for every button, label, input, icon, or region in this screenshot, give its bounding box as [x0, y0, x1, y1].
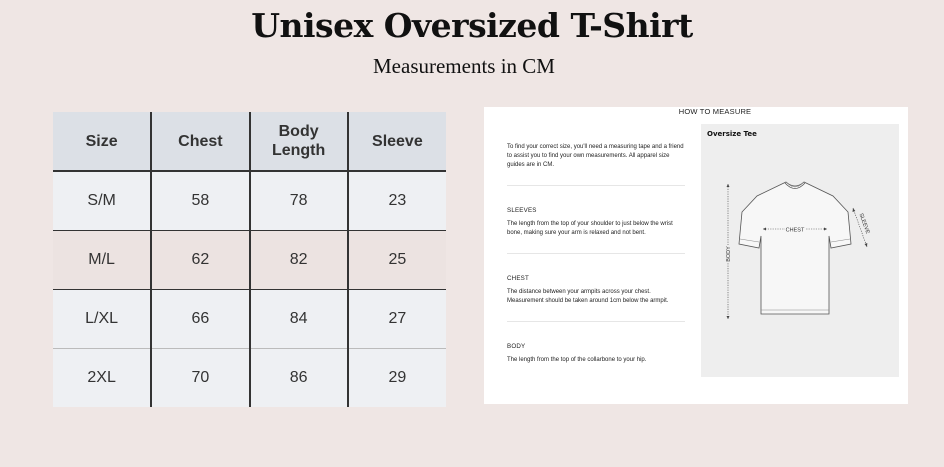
header-size: Size: [53, 112, 151, 171]
section-text-sleeves: The length from the top of your shoulder to just below the wrist bone, making sure your arm is relaxed and not bent.: [507, 221, 673, 236]
cell-sleeve: 27: [348, 290, 446, 349]
cell-size: S/M: [53, 171, 151, 231]
cell-body-length: 84: [250, 290, 348, 349]
page-subtitle: Measurements in CM: [373, 54, 555, 78]
cell-chest: 58: [151, 171, 249, 231]
tshirt-body-outline: [739, 182, 851, 314]
divider: [507, 185, 685, 186]
section-title-chest: CHEST: [507, 275, 529, 282]
body-label: BODY: [726, 246, 732, 262]
header-body-length-line2: Length: [271, 142, 326, 159]
header-chest: Chest: [151, 112, 249, 171]
chest-label: CHEST: [785, 227, 805, 234]
diagram-title: Oversize Tee: [707, 130, 757, 138]
table-row: [53, 349, 446, 408]
table-row: [53, 231, 446, 290]
section-text-chest: The distance between your armpits across your chest. Measurement should be taken around 1cm below the armpit.: [507, 289, 669, 304]
cell-body-length: 82: [250, 231, 348, 290]
measure-instructions: [507, 143, 685, 365]
header-body-length: [250, 112, 348, 171]
table-header-row: [53, 112, 446, 171]
cell-size: L/XL: [53, 290, 151, 349]
section-title-body: BODY: [507, 343, 526, 350]
cell-chest: 66: [151, 290, 249, 349]
divider: [507, 321, 685, 322]
section-text-body: The length from the top of the collarbone to your hip.: [507, 357, 647, 363]
cell-sleeve: 23: [348, 171, 446, 231]
section-title-sleeves: SLEEVES: [507, 207, 537, 214]
cell-body-length: 86: [250, 349, 348, 408]
tshirt-outline-icon: [701, 124, 899, 377]
header-sleeve: Sleeve: [348, 112, 446, 171]
header-body-length-line1: Body: [278, 123, 319, 140]
size-chart-table: [53, 112, 446, 407]
cell-size: 2XL: [53, 349, 151, 408]
how-to-measure-card: [484, 107, 908, 404]
cell-body-length: 78: [250, 171, 348, 231]
cell-chest: 62: [151, 231, 249, 290]
sleeve-label: SLEEVE: [857, 212, 871, 235]
page-title: Unisex Oversized T-Shirt: [251, 6, 693, 45]
cell-sleeve: 29: [348, 349, 446, 408]
table-row: [53, 290, 446, 349]
tshirt-diagram-panel: [701, 124, 899, 377]
table-row: [53, 171, 446, 231]
how-to-measure-heading: HOW TO MEASURE: [678, 107, 752, 116]
cell-chest: 70: [151, 349, 249, 408]
divider: [507, 253, 685, 254]
intro-text: To find your correct size, you'll need a measuring tape and a friend to assist you to find your own measurements. All apparel size guides are in CM.: [507, 144, 684, 168]
cell-sleeve: 25: [348, 231, 446, 290]
cell-size: M/L: [53, 231, 151, 290]
